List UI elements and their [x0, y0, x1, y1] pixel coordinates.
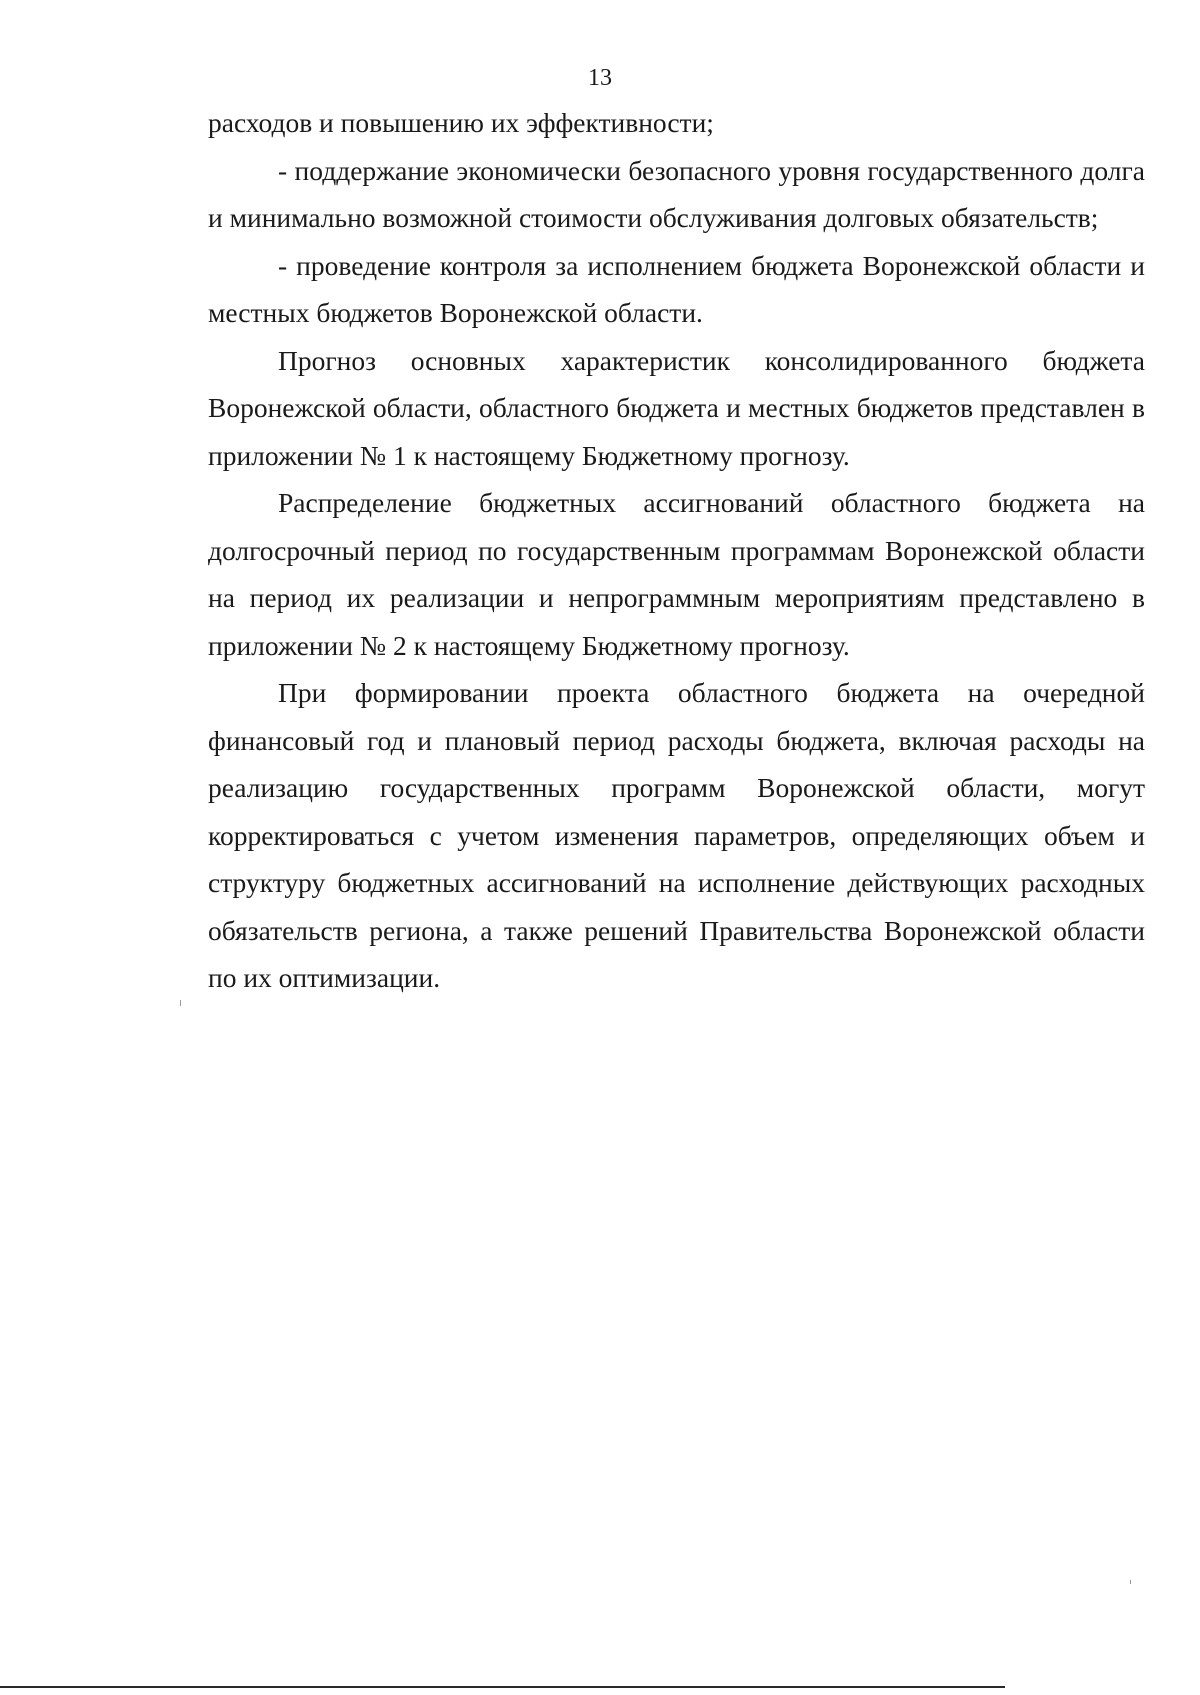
- page-number: 13: [588, 65, 612, 91]
- scan-artifact: [1130, 1580, 1131, 1584]
- paragraph-allocation-appendix-2: Распределение бюджетных ассигнований областного бюджета на долгосрочный период по государственным программам Воронежской области на период их реализации и непрограммным мероприятиям представлено в приложении № 2 к настоящему Бюджетному прогнозу.: [208, 487, 1145, 661]
- scan-artifact: [180, 1000, 181, 1006]
- paragraph-public-debt: - поддержание экономически безопасного уровня государственного долга и минимально возможной стоимости обслуживания долговых обязательств;: [208, 154, 1145, 233]
- paragraph-forecast-appendix-1: Прогноз основных характеристик консолидированного бюджета Воронежской области, областного бюджета и местных бюджетов представлен в приложении № 1 к настоящему Бюджетному прогнозу.: [208, 344, 1145, 471]
- paragraph-budget-formation: При формировании проекта областного бюджета на очередной финансовый год и плановый период расходы бюджета, включая расходы на реализацию государственных программ Воронежской области, могут корректироваться с учетом изменения параметров, определяющих объем и структуру бюджетных ассигнований на исполнение действующих расходных обязательств региона, а также решений Правительства Воронежской области по их оптимизации.: [208, 677, 1145, 993]
- body-text: [208, 99, 1145, 1002]
- scan-edge-line: [0, 1686, 1005, 1688]
- paragraph-budget-control: - проведение контроля за исполнением бюджета Воронежской области и местных бюджетов Воронежской области.: [208, 249, 1145, 328]
- paragraph-continuation: расходов и повышению их эффективности;: [208, 107, 714, 138]
